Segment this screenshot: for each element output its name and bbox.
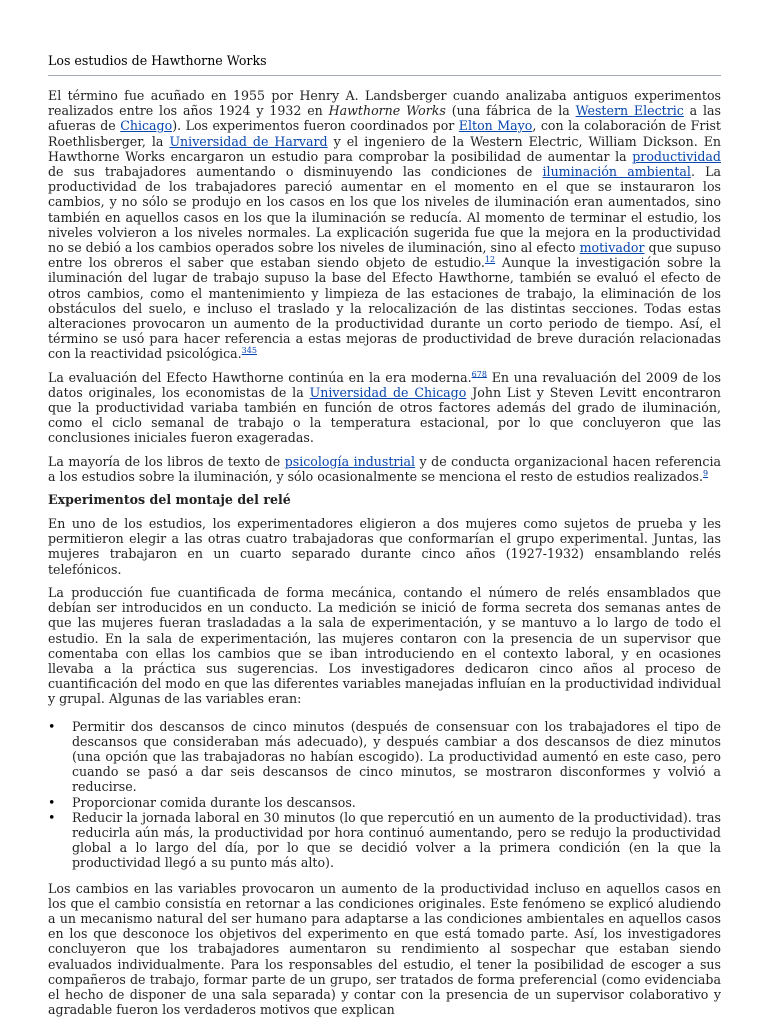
- article-title: Los estudios de Hawthorne Works: [48, 52, 721, 76]
- citation-link[interactable]: 9: [702, 468, 709, 478]
- text: . La productividad de los trabajadores pareció aumentar en el momento en el que se instauraron los cambios, y no sólo se produjo en los casos en los que los niveles de iluminación eran aumentados, sino también en aquellos casos en los que la iluminación se reducía. Al momento de terminar el estudio, los niveles volvieron a los niveles normales. La explicación sugerida fue que la mejora en la productividad no se debió a los cambios operados sobre los niveles de iluminación, sino al efecto: [48, 164, 721, 256]
- list-item: • Proporcionar comida durante los descansos.: [72, 795, 721, 810]
- list-item: • Permitir dos descansos de cinco minutos (después de consensuar con los trabajadores el tipo de descansos que consideraban más adecuado), y después cambiar a dos descansos de diez minutos (una opción que las trabajadoras no habían escogido). La productividad aumentó en este caso, pero cuando se pasó a dar seis descansos de cinco minutos, se mostraron disconformes y volvió a reducirse.: [72, 719, 721, 795]
- text: y el ingeniero de la Western Electric, William Dickson. En Hawthorne Works encargaron un estudio para comprobar la posibilidad de aumentar la: [48, 133, 721, 164]
- text: En una revaluación del 2009 de los datos originales, los economistas de la: [48, 369, 721, 400]
- text: de sus trabajadores aumentando o disminuyendo las condiciones de: [48, 164, 543, 180]
- text: El término fue acuñado en 1955 por Henry A. Landsberger cuando analizaba antiguos experimentos realizados entre los años 1924 y 1932 en: [48, 88, 721, 119]
- paragraph-intro: [48, 88, 721, 362]
- citation-link[interactable]: 345: [241, 346, 257, 356]
- text: y de conducta organizacional hacen referencia a los estudios sobre la iluminación, y sólo ocasionalmente se menciona el resto de estudios realizados.: [48, 453, 721, 484]
- citation[interactable]: [472, 369, 487, 378]
- paragraph-production: La producción fue cuantificada de forma mecánica, contando el número de relés ensamblados que debían ser introducidos en un conducto. La medición se inició de forma secreta dos semanas antes de que las mujeres fueran trasladadas a la sala de experimentación, y se mantuvo a lo largo de todo el estudio. En la sala de experimentación, las mujeres contaron con la presencia de un supervisor que comentaba con ellas los cambios que se iban introduciendo en el contexto laboral, y en ocasiones llevaba a la práctica sus sugerencias. Los investigadores dedicaron cinco años al proceso de cuantificación del modo en que las diferentes variables manejadas influían en la productividad individual y grupal. Algunas de las variables eran:: [48, 584, 721, 707]
- text: , con la colaboración de Frist Roethlisberger, la: [48, 118, 721, 149]
- text: La evaluación del Efecto Hawthorne continúa en la era moderna.: [48, 369, 472, 385]
- paragraph-textbooks: [48, 454, 721, 484]
- italic-text: Hawthorne Works: [328, 103, 446, 119]
- paragraph-evaluation: [48, 370, 721, 446]
- text: ). Los experimentos fueron coordinados por: [172, 118, 459, 134]
- link-western-electric[interactable]: Western Electric: [575, 103, 684, 119]
- link-elton-mayo[interactable]: Elton Mayo: [458, 118, 533, 134]
- text: que supuso entre los obreros el saber que estaban siendo objeto de estudio.: [48, 240, 721, 271]
- variables-list: [48, 719, 721, 871]
- citation[interactable]: [242, 346, 257, 355]
- text: (una fábrica de la: [445, 103, 576, 119]
- citation-link[interactable]: 678: [471, 369, 487, 379]
- citation[interactable]: [703, 469, 708, 478]
- list-item: • Reducir la jornada laboral en 30 minutos (lo que repercutió en un aumento de la productividad). tras reducirla aún más, la productividad por hora continuó aumentando, pero se redujo la productividad global a lo largo del día, por lo que se decidió volver a la primera condición (en la que la productividad llegó a su punto más alto).: [72, 810, 721, 871]
- link-chicago[interactable]: Chicago: [120, 118, 173, 134]
- link-motivador[interactable]: motivador: [579, 240, 645, 256]
- link-psicologia-industrial[interactable]: psicología industrial: [284, 453, 416, 469]
- link-iluminacion-ambiental[interactable]: iluminación ambiental: [542, 164, 691, 180]
- paragraph-conclusions: Los cambios en las variables provocaron un aumento de la productividad incluso en aquellos casos en los que el cambio consistía en retornar a las condiciones originales. Este fenómeno se explicó aludiendo a un mecanismo natural del ser humano para adaptarse a las condiciones ambientales en aquellos casos en los que desconoce los objetivos del experimento en que está tomado parte. Así, los investigadores concluyeron que los trabajadores aumentaron su rendimiento al sospechar que estaban siendo evaluados individualmente. Para los responsables del estudio, el tener la posibilidad de escoger a sus compañeros de trabajo, formar parte de un grupo, ser tratados de forma preferencial (como evidenciaba el hecho de disponer de una sala separada) y contar con la presencia de un supervisor colaborativo y agradable fueron los verdaderos motivos que explican: [48, 880, 721, 1018]
- section-heading: Experimentos del montaje del relé: [48, 492, 291, 508]
- link-productividad[interactable]: productividad: [632, 148, 721, 164]
- text: a las afueras de: [48, 103, 721, 134]
- paragraph-experiment: En uno de los estudios, los experimentadores eligieron a dos mujeres como sujetos de prueba y les permitieron elegir a las otras cuatro trabajadoras que conformarían el grupo experimental. Juntas, las mujeres trabajaron en un cuarto separado durante cinco años (1927-1932) ensamblando relés telefónicos.: [48, 516, 721, 577]
- citation-link[interactable]: 12: [484, 255, 496, 265]
- article: [48, 52, 721, 1025]
- text: La mayoría de los libros de texto de: [48, 453, 285, 469]
- link-universidad-de-chicago[interactable]: Universidad de Chicago: [309, 384, 467, 400]
- text: John List y Steven Levitt encontraron que la productividad variaba también en función de otros factores además del grado de iluminación, como el ciclo semanal de trabajo o la temperatura estacional, por lo que concluyeron que las conclusiones iniciales fueron exageradas.: [48, 384, 721, 446]
- citation[interactable]: [485, 255, 495, 264]
- text: Aunque la investigación sobre la iluminación del lugar de trabajo supuso la base del Efecto Hawthorne, también se evaluó el efecto de otros cambios, como el mantenimiento y limpieza de las estaciones de trabajo, la eliminación de los obstáculos del suelo, e incluso el traslado y la relocalización de las distintas secciones. Todas estas alteraciones provocaron un aumento de la productividad durante un corto periodo de tiempo. Así, el término se usó para hacer referencia a estas mejoras de productividad de breve duración relacionadas con la reactividad psicológica.: [48, 255, 721, 362]
- link-universidad-de-harvard[interactable]: Universidad de Harvard: [169, 133, 328, 149]
